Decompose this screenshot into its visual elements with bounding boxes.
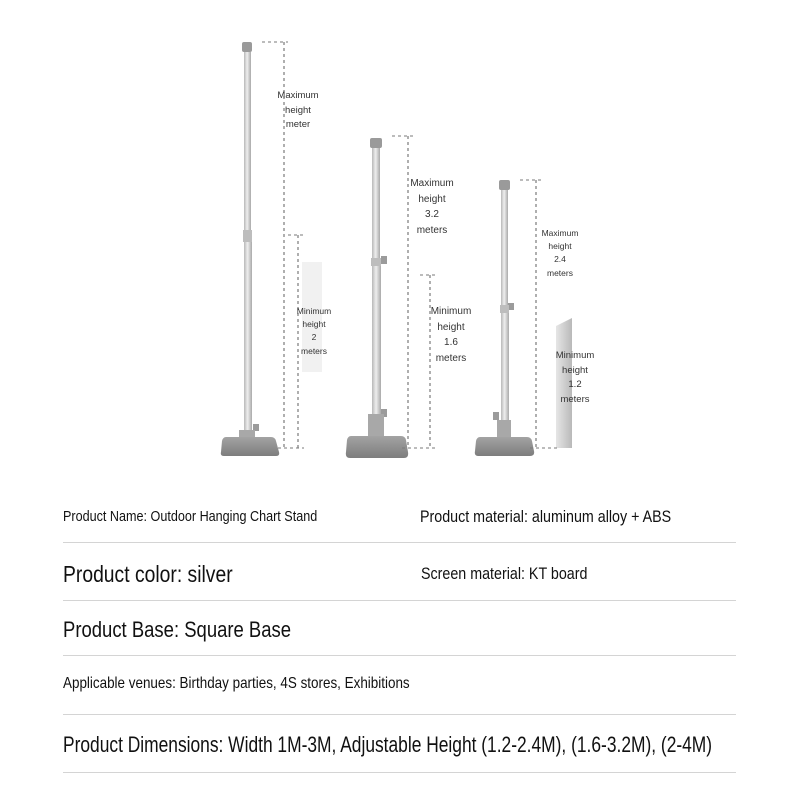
- stand-2-upper-pole: [372, 148, 380, 260]
- row-divider: [63, 714, 736, 715]
- stand-2-base: [346, 436, 408, 458]
- stand-1-joint: [243, 230, 252, 242]
- applicable-venues: Applicable venues: Birthday parties, 4S stores, Exhibitions: [63, 675, 410, 692]
- product-color: Product color: silver: [63, 561, 233, 587]
- stand-3-base: [475, 437, 534, 456]
- stand-2-collar: [368, 414, 384, 436]
- stand-1-base: [221, 437, 279, 456]
- row-divider: [63, 772, 736, 773]
- stand-2-lower-pole: [372, 266, 381, 416]
- stand-3-upper-pole: [501, 190, 508, 308]
- stand-1-max-label: Maximum height meter: [277, 90, 319, 131]
- product-base: Product Base: Square Base: [63, 617, 292, 642]
- stand-2-joint: [371, 258, 381, 266]
- screen-material: Screen material: KT board: [421, 564, 588, 583]
- stand-3-knob: [493, 412, 499, 420]
- product-name: Product Name: Outdoor Hanging Chart Stand: [63, 508, 318, 525]
- row-divider: [63, 542, 736, 543]
- product-material: Product material: aluminum alloy + ABS: [420, 507, 672, 526]
- stand-2-cap: [370, 138, 382, 148]
- stand-1-knob: [253, 424, 259, 431]
- stand-2-min-label: Minimum height 1.6 meters: [430, 306, 472, 364]
- row-divider: [63, 655, 736, 656]
- stand-3: [475, 180, 572, 456]
- stand-3-min-label: Minimum height 1.2 meters: [555, 350, 595, 406]
- stand-3-max-label: Maximum height 2.4 meters: [541, 228, 579, 278]
- stand-2-joint-knob: [381, 256, 387, 264]
- stand-3-lower-pole: [501, 313, 509, 425]
- stand-3-cap: [499, 180, 510, 190]
- row-divider: [63, 600, 736, 601]
- stand-3-joint: [500, 305, 509, 313]
- stand-2-max-label: Maximum height 3.2 meters: [410, 178, 454, 236]
- stand-1-lower-pole: [244, 242, 252, 432]
- stand-1-min-label: Minimum height 2 meters: [296, 306, 332, 356]
- stand-3-collar: [497, 420, 511, 438]
- stand-1-upper-pole: [244, 52, 251, 234]
- product-dimensions: Product Dimensions: Width 1M-3M, Adjustable Height (1.2-2.4M), (1.6-3.2M), (2-4M): [63, 732, 713, 757]
- stand-1-cap: [242, 42, 252, 52]
